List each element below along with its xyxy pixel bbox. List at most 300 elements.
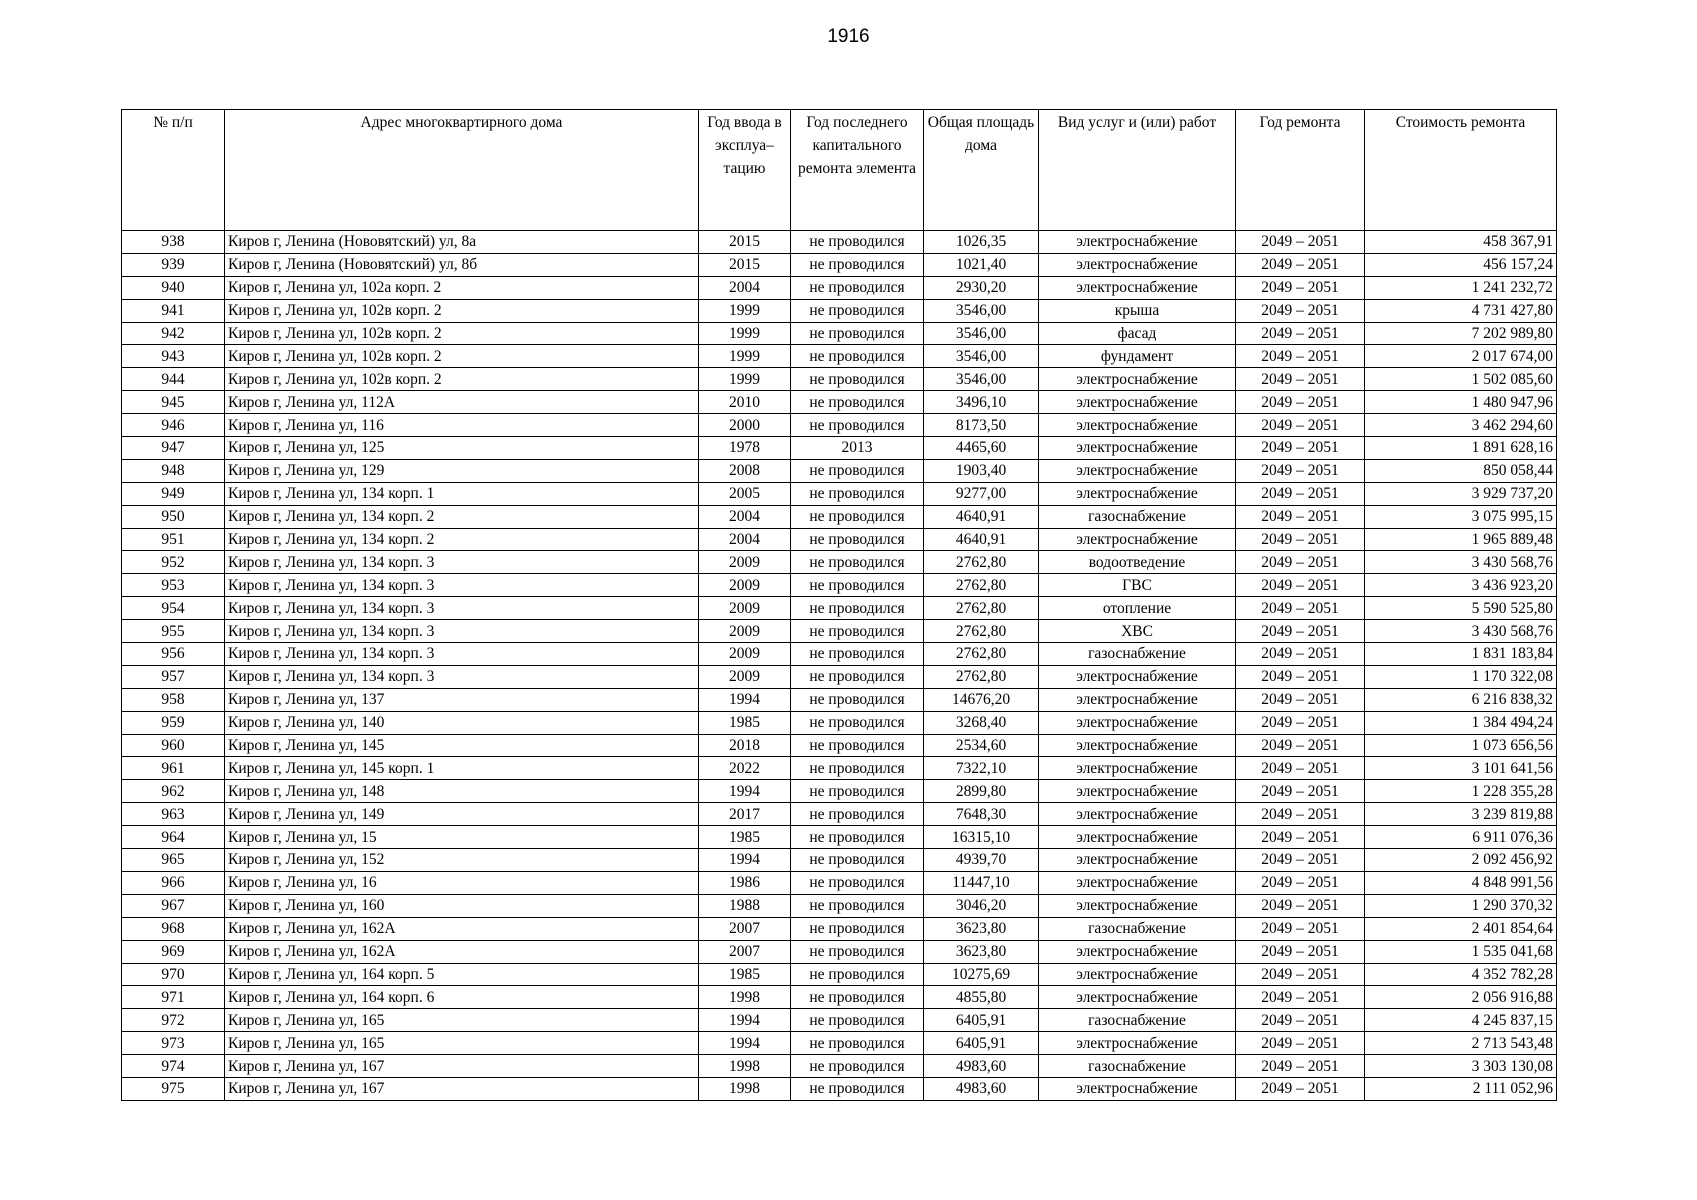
cell-repair-year: 2049 – 2051: [1236, 414, 1365, 437]
cell-total-area: 11447,10: [924, 871, 1039, 894]
cell-address: Киров г, Ленина ул, 116: [225, 414, 699, 437]
cell-address: Киров г, Ленина ул, 165: [225, 1032, 699, 1055]
cell-repair-year: 2049 – 2051: [1236, 780, 1365, 803]
cell-service-type: газоснабжение: [1039, 643, 1236, 666]
cell-address: Киров г, Ленина ул, 162А: [225, 940, 699, 963]
cell-repair-year: 2049 – 2051: [1236, 231, 1365, 254]
cell-repair-cost: 1 073 656,56: [1365, 734, 1557, 757]
cell-row-number: 945: [122, 391, 225, 414]
cell-last-repair-year: не проводился: [791, 643, 924, 666]
cell-commission-year: 2009: [699, 597, 791, 620]
cell-repair-year: 2049 – 2051: [1236, 597, 1365, 620]
cell-address: Киров г, Ленина ул, 102а корп. 2: [225, 276, 699, 299]
cell-commission-year: 2009: [699, 574, 791, 597]
cell-commission-year: 2018: [699, 734, 791, 757]
cell-address: Киров г, Ленина ул, 134 корп. 3: [225, 665, 699, 688]
cell-address: Киров г, Ленина (Нововятский) ул, 8б: [225, 253, 699, 276]
cell-row-number: 942: [122, 322, 225, 345]
cell-commission-year: 1994: [699, 688, 791, 711]
cell-last-repair-year: не проводился: [791, 551, 924, 574]
table-row: [122, 1077, 1557, 1100]
cell-repair-cost: 1 170 322,08: [1365, 665, 1557, 688]
cell-commission-year: 1978: [699, 437, 791, 460]
table-row: [122, 528, 1557, 551]
cell-commission-year: 2009: [699, 665, 791, 688]
cell-address: Киров г, Ленина ул, 134 корп. 1: [225, 482, 699, 505]
cell-total-area: 10275,69: [924, 963, 1039, 986]
cell-last-repair-year: не проводился: [791, 414, 924, 437]
cell-row-number: 969: [122, 940, 225, 963]
header-repair-year: Год ремонта: [1236, 110, 1365, 231]
cell-repair-year: 2049 – 2051: [1236, 620, 1365, 643]
cell-total-area: 3546,00: [924, 299, 1039, 322]
cell-repair-cost: 1 480 947,96: [1365, 391, 1557, 414]
cell-service-type: электроснабжение: [1039, 414, 1236, 437]
cell-last-repair-year: не проводился: [791, 757, 924, 780]
cell-last-repair-year: не проводился: [791, 322, 924, 345]
cell-commission-year: 1999: [699, 368, 791, 391]
cell-total-area: 3546,00: [924, 368, 1039, 391]
cell-repair-cost: 1 228 355,28: [1365, 780, 1557, 803]
table-body: [122, 231, 1557, 1101]
cell-total-area: 2762,80: [924, 551, 1039, 574]
cell-total-area: 2930,20: [924, 276, 1039, 299]
table-row: [122, 391, 1557, 414]
cell-commission-year: 2009: [699, 620, 791, 643]
cell-service-type: электроснабжение: [1039, 276, 1236, 299]
cell-address: Киров г, Ленина ул, 152: [225, 849, 699, 872]
cell-address: Киров г, Ленина (Нововятский) ул, 8а: [225, 231, 699, 254]
cell-row-number: 968: [122, 917, 225, 940]
cell-repair-cost: 3 436 923,20: [1365, 574, 1557, 597]
cell-commission-year: 1998: [699, 1055, 791, 1078]
cell-total-area: 3623,80: [924, 917, 1039, 940]
cell-last-repair-year: не проводился: [791, 276, 924, 299]
cell-commission-year: 1986: [699, 871, 791, 894]
cell-repair-year: 2049 – 2051: [1236, 894, 1365, 917]
cell-repair-cost: 2 017 674,00: [1365, 345, 1557, 368]
cell-last-repair-year: не проводился: [791, 574, 924, 597]
cell-repair-cost: 6 216 838,32: [1365, 688, 1557, 711]
cell-commission-year: 2007: [699, 940, 791, 963]
cell-row-number: 955: [122, 620, 225, 643]
cell-row-number: 973: [122, 1032, 225, 1055]
cell-row-number: 974: [122, 1055, 225, 1078]
cell-total-area: 4465,60: [924, 437, 1039, 460]
header-last-repair-year: Год последнего капитального ремонта элемента: [791, 110, 924, 231]
cell-service-type: электроснабжение: [1039, 963, 1236, 986]
table-row: [122, 597, 1557, 620]
table-row: [122, 734, 1557, 757]
cell-address: Киров г, Ленина ул, 134 корп. 2: [225, 505, 699, 528]
cell-repair-cost: 1 502 085,60: [1365, 368, 1557, 391]
cell-commission-year: 2009: [699, 551, 791, 574]
cell-repair-cost: 4 245 837,15: [1365, 1009, 1557, 1032]
cell-service-type: ХВС: [1039, 620, 1236, 643]
header-service-type: Вид услуг и (или) работ: [1039, 110, 1236, 231]
cell-row-number: 948: [122, 459, 225, 482]
cell-repair-cost: 2 056 916,88: [1365, 986, 1557, 1009]
cell-row-number: 944: [122, 368, 225, 391]
cell-repair-year: 2049 – 2051: [1236, 871, 1365, 894]
cell-total-area: 14676,20: [924, 688, 1039, 711]
table-row: [122, 276, 1557, 299]
cell-address: Киров г, Ленина ул, 15: [225, 826, 699, 849]
cell-commission-year: 2004: [699, 528, 791, 551]
cell-repair-cost: 1 241 232,72: [1365, 276, 1557, 299]
cell-row-number: 966: [122, 871, 225, 894]
cell-last-repair-year: не проводился: [791, 917, 924, 940]
cell-address: Киров г, Ленина ул, 102в корп. 2: [225, 299, 699, 322]
repair-registry-table: [121, 109, 1557, 1101]
cell-repair-year: 2049 – 2051: [1236, 1032, 1365, 1055]
cell-row-number: 953: [122, 574, 225, 597]
cell-service-type: электроснабжение: [1039, 780, 1236, 803]
table-row: [122, 803, 1557, 826]
cell-service-type: газоснабжение: [1039, 1055, 1236, 1078]
cell-repair-year: 2049 – 2051: [1236, 940, 1365, 963]
cell-last-repair-year: не проводился: [791, 940, 924, 963]
cell-repair-cost: 2 092 456,92: [1365, 849, 1557, 872]
cell-repair-cost: 3 430 568,76: [1365, 551, 1557, 574]
cell-total-area: 6405,91: [924, 1032, 1039, 1055]
cell-repair-cost: 7 202 989,80: [1365, 322, 1557, 345]
cell-repair-year: 2049 – 2051: [1236, 711, 1365, 734]
cell-repair-cost: 3 929 737,20: [1365, 482, 1557, 505]
cell-repair-cost: 1 891 628,16: [1365, 437, 1557, 460]
cell-row-number: 967: [122, 894, 225, 917]
cell-last-repair-year: не проводился: [791, 345, 924, 368]
table-row: [122, 231, 1557, 254]
cell-last-repair-year: не проводился: [791, 665, 924, 688]
cell-last-repair-year: не проводился: [791, 368, 924, 391]
cell-repair-year: 2049 – 2051: [1236, 528, 1365, 551]
cell-address: Киров г, Ленина ул, 145 корп. 1: [225, 757, 699, 780]
cell-row-number: 975: [122, 1077, 225, 1100]
cell-repair-year: 2049 – 2051: [1236, 734, 1365, 757]
cell-last-repair-year: не проводился: [791, 688, 924, 711]
cell-row-number: 938: [122, 231, 225, 254]
table-row: [122, 253, 1557, 276]
cell-row-number: 956: [122, 643, 225, 666]
cell-address: Киров г, Ленина ул, 140: [225, 711, 699, 734]
cell-service-type: электроснабжение: [1039, 231, 1236, 254]
cell-total-area: 4855,80: [924, 986, 1039, 1009]
cell-row-number: 960: [122, 734, 225, 757]
cell-commission-year: 1999: [699, 322, 791, 345]
cell-commission-year: 2007: [699, 917, 791, 940]
table-row: [122, 437, 1557, 460]
table-row: [122, 826, 1557, 849]
cell-service-type: ГВС: [1039, 574, 1236, 597]
cell-service-type: газоснабжение: [1039, 917, 1236, 940]
cell-row-number: 965: [122, 849, 225, 872]
cell-commission-year: 2009: [699, 643, 791, 666]
cell-repair-year: 2049 – 2051: [1236, 322, 1365, 345]
cell-last-repair-year: не проводился: [791, 780, 924, 803]
cell-service-type: электроснабжение: [1039, 894, 1236, 917]
cell-commission-year: 1985: [699, 826, 791, 849]
cell-commission-year: 1999: [699, 345, 791, 368]
cell-service-type: фундамент: [1039, 345, 1236, 368]
cell-address: Киров г, Ленина ул, 102в корп. 2: [225, 368, 699, 391]
cell-last-repair-year: не проводился: [791, 986, 924, 1009]
cell-service-type: электроснабжение: [1039, 711, 1236, 734]
cell-last-repair-year: не проводился: [791, 963, 924, 986]
cell-total-area: 6405,91: [924, 1009, 1039, 1032]
cell-address: Киров г, Ленина ул, 145: [225, 734, 699, 757]
cell-repair-year: 2049 – 2051: [1236, 482, 1365, 505]
cell-repair-cost: 1 965 889,48: [1365, 528, 1557, 551]
cell-service-type: электроснабжение: [1039, 940, 1236, 963]
cell-repair-year: 2049 – 2051: [1236, 505, 1365, 528]
cell-row-number: 939: [122, 253, 225, 276]
cell-total-area: 3546,00: [924, 345, 1039, 368]
cell-address: Киров г, Ленина ул, 102в корп. 2: [225, 345, 699, 368]
cell-row-number: 971: [122, 986, 225, 1009]
cell-repair-cost: 1 384 494,24: [1365, 711, 1557, 734]
cell-service-type: отопление: [1039, 597, 1236, 620]
table-row: [122, 1009, 1557, 1032]
cell-address: Киров г, Ленина ул, 125: [225, 437, 699, 460]
cell-last-repair-year: не проводился: [791, 391, 924, 414]
cell-repair-year: 2049 – 2051: [1236, 299, 1365, 322]
cell-total-area: 2762,80: [924, 643, 1039, 666]
table-row: [122, 871, 1557, 894]
cell-last-repair-year: не проводился: [791, 231, 924, 254]
cell-repair-year: 2049 – 2051: [1236, 459, 1365, 482]
table-row: [122, 986, 1557, 1009]
cell-repair-cost: 1 831 183,84: [1365, 643, 1557, 666]
cell-total-area: 3623,80: [924, 940, 1039, 963]
cell-repair-year: 2049 – 2051: [1236, 826, 1365, 849]
cell-repair-cost: 2 111 052,96: [1365, 1077, 1557, 1100]
table-row: [122, 849, 1557, 872]
cell-repair-year: 2049 – 2051: [1236, 643, 1365, 666]
cell-last-repair-year: не проводился: [791, 597, 924, 620]
cell-repair-year: 2049 – 2051: [1236, 803, 1365, 826]
cell-last-repair-year: не проводился: [791, 803, 924, 826]
cell-service-type: электроснабжение: [1039, 391, 1236, 414]
cell-address: Киров г, Ленина ул, 102в корп. 2: [225, 322, 699, 345]
cell-total-area: 4939,70: [924, 849, 1039, 872]
cell-address: Киров г, Ленина ул, 160: [225, 894, 699, 917]
cell-last-repair-year: не проводился: [791, 734, 924, 757]
table-row: [122, 1032, 1557, 1055]
cell-row-number: 957: [122, 665, 225, 688]
cell-last-repair-year: не проводился: [791, 620, 924, 643]
cell-repair-cost: 3 462 294,60: [1365, 414, 1557, 437]
cell-service-type: электроснабжение: [1039, 459, 1236, 482]
cell-repair-year: 2049 – 2051: [1236, 574, 1365, 597]
cell-commission-year: 1994: [699, 780, 791, 803]
cell-total-area: 16315,10: [924, 826, 1039, 849]
cell-last-repair-year: не проводился: [791, 894, 924, 917]
cell-total-area: 3046,20: [924, 894, 1039, 917]
cell-commission-year: 1985: [699, 963, 791, 986]
table-row: [122, 505, 1557, 528]
cell-address: Киров г, Ленина ул, 134 корп. 2: [225, 528, 699, 551]
cell-total-area: 2762,80: [924, 597, 1039, 620]
cell-row-number: 961: [122, 757, 225, 780]
cell-repair-year: 2049 – 2051: [1236, 276, 1365, 299]
cell-address: Киров г, Ленина ул, 165: [225, 1009, 699, 1032]
cell-row-number: 940: [122, 276, 225, 299]
cell-address: Киров г, Ленина ул, 134 корп. 3: [225, 574, 699, 597]
cell-service-type: электроснабжение: [1039, 986, 1236, 1009]
cell-repair-year: 2049 – 2051: [1236, 757, 1365, 780]
table-row: [122, 368, 1557, 391]
cell-repair-cost: 6 911 076,36: [1365, 826, 1557, 849]
cell-repair-year: 2049 – 2051: [1236, 1077, 1365, 1100]
cell-address: Киров г, Ленина ул, 167: [225, 1055, 699, 1078]
cell-row-number: 943: [122, 345, 225, 368]
cell-address: Киров г, Ленина ул, 148: [225, 780, 699, 803]
cell-commission-year: 1998: [699, 1077, 791, 1100]
cell-row-number: 954: [122, 597, 225, 620]
cell-last-repair-year: не проводился: [791, 849, 924, 872]
cell-service-type: фасад: [1039, 322, 1236, 345]
cell-total-area: 2762,80: [924, 620, 1039, 643]
cell-total-area: 2534,60: [924, 734, 1039, 757]
cell-service-type: газоснабжение: [1039, 1009, 1236, 1032]
cell-repair-year: 2049 – 2051: [1236, 1055, 1365, 1078]
cell-commission-year: 1998: [699, 986, 791, 1009]
cell-commission-year: 2015: [699, 253, 791, 276]
table-row: [122, 414, 1557, 437]
header-repair-cost: Стоимость ремонта: [1365, 110, 1557, 231]
cell-service-type: электроснабжение: [1039, 803, 1236, 826]
cell-total-area: 3496,10: [924, 391, 1039, 414]
cell-last-repair-year: не проводился: [791, 1077, 924, 1100]
cell-address: Киров г, Ленина ул, 134 корп. 3: [225, 643, 699, 666]
cell-total-area: 7322,10: [924, 757, 1039, 780]
cell-service-type: электроснабжение: [1039, 665, 1236, 688]
cell-commission-year: 2004: [699, 276, 791, 299]
header-address: Адрес многоквартирного дома: [225, 110, 699, 231]
cell-total-area: 1021,40: [924, 253, 1039, 276]
cell-address: Киров г, Ленина ул, 16: [225, 871, 699, 894]
table-row: [122, 322, 1557, 345]
cell-last-repair-year: 2013: [791, 437, 924, 460]
table-row: [122, 963, 1557, 986]
cell-repair-year: 2049 – 2051: [1236, 551, 1365, 574]
cell-commission-year: 1994: [699, 1009, 791, 1032]
cell-last-repair-year: не проводился: [791, 459, 924, 482]
cell-repair-year: 2049 – 2051: [1236, 391, 1365, 414]
table-row: [122, 574, 1557, 597]
table-row: [122, 459, 1557, 482]
cell-commission-year: 1988: [699, 894, 791, 917]
cell-service-type: электроснабжение: [1039, 437, 1236, 460]
cell-service-type: электроснабжение: [1039, 528, 1236, 551]
cell-service-type: электроснабжение: [1039, 482, 1236, 505]
cell-commission-year: 2017: [699, 803, 791, 826]
table-header-row: [122, 110, 1557, 231]
cell-repair-cost: 5 590 525,80: [1365, 597, 1557, 620]
table-row: [122, 299, 1557, 322]
cell-total-area: 4640,91: [924, 528, 1039, 551]
table-row: [122, 482, 1557, 505]
cell-last-repair-year: не проводился: [791, 528, 924, 551]
table-row: [122, 757, 1557, 780]
cell-address: Киров г, Ленина ул, 134 корп. 3: [225, 597, 699, 620]
cell-service-type: электроснабжение: [1039, 871, 1236, 894]
cell-service-type: электроснабжение: [1039, 734, 1236, 757]
cell-address: Киров г, Ленина ул, 137: [225, 688, 699, 711]
cell-commission-year: 2000: [699, 414, 791, 437]
cell-repair-cost: 850 058,44: [1365, 459, 1557, 482]
table-row: [122, 643, 1557, 666]
cell-commission-year: 2010: [699, 391, 791, 414]
cell-service-type: электроснабжение: [1039, 688, 1236, 711]
cell-repair-cost: 4 848 991,56: [1365, 871, 1557, 894]
cell-service-type: электроснабжение: [1039, 1077, 1236, 1100]
cell-address: Киров г, Ленина ул, 134 корп. 3: [225, 551, 699, 574]
cell-commission-year: 1985: [699, 711, 791, 734]
cell-row-number: 963: [122, 803, 225, 826]
table-row: [122, 551, 1557, 574]
cell-last-repair-year: не проводился: [791, 299, 924, 322]
cell-service-type: электроснабжение: [1039, 826, 1236, 849]
cell-repair-year: 2049 – 2051: [1236, 688, 1365, 711]
cell-total-area: 1903,40: [924, 459, 1039, 482]
cell-repair-year: 2049 – 2051: [1236, 963, 1365, 986]
cell-last-repair-year: не проводился: [791, 1032, 924, 1055]
cell-repair-year: 2049 – 2051: [1236, 665, 1365, 688]
cell-row-number: 970: [122, 963, 225, 986]
cell-row-number: 947: [122, 437, 225, 460]
cell-row-number: 972: [122, 1009, 225, 1032]
cell-repair-cost: 2 713 543,48: [1365, 1032, 1557, 1055]
cell-repair-cost: 456 157,24: [1365, 253, 1557, 276]
header-commission-year: Год ввода в эксплуа–тацию: [699, 110, 791, 231]
cell-total-area: 2762,80: [924, 574, 1039, 597]
cell-total-area: 2762,80: [924, 665, 1039, 688]
cell-address: Киров г, Ленина ул, 129: [225, 459, 699, 482]
cell-total-area: 3268,40: [924, 711, 1039, 734]
table-row: [122, 620, 1557, 643]
cell-repair-cost: 2 401 854,64: [1365, 917, 1557, 940]
cell-commission-year: 1999: [699, 299, 791, 322]
cell-repair-cost: 4 352 782,28: [1365, 963, 1557, 986]
cell-service-type: электроснабжение: [1039, 368, 1236, 391]
cell-repair-cost: 3 430 568,76: [1365, 620, 1557, 643]
cell-row-number: 962: [122, 780, 225, 803]
cell-commission-year: 2008: [699, 459, 791, 482]
cell-last-repair-year: не проводился: [791, 871, 924, 894]
cell-repair-cost: 3 303 130,08: [1365, 1055, 1557, 1078]
cell-repair-year: 2049 – 2051: [1236, 917, 1365, 940]
table-row: [122, 345, 1557, 368]
table-row: [122, 688, 1557, 711]
header-row-number: № п/п: [122, 110, 225, 231]
cell-repair-cost: 458 367,91: [1365, 231, 1557, 254]
cell-service-type: электроснабжение: [1039, 757, 1236, 780]
cell-total-area: 4983,60: [924, 1055, 1039, 1078]
cell-total-area: 7648,30: [924, 803, 1039, 826]
cell-row-number: 941: [122, 299, 225, 322]
cell-row-number: 952: [122, 551, 225, 574]
cell-last-repair-year: не проводился: [791, 711, 924, 734]
cell-repair-year: 2049 – 2051: [1236, 1009, 1365, 1032]
cell-repair-cost: 3 239 819,88: [1365, 803, 1557, 826]
cell-last-repair-year: не проводился: [791, 253, 924, 276]
cell-repair-year: 2049 – 2051: [1236, 368, 1365, 391]
cell-total-area: 4640,91: [924, 505, 1039, 528]
cell-commission-year: 1994: [699, 1032, 791, 1055]
cell-total-area: 4983,60: [924, 1077, 1039, 1100]
